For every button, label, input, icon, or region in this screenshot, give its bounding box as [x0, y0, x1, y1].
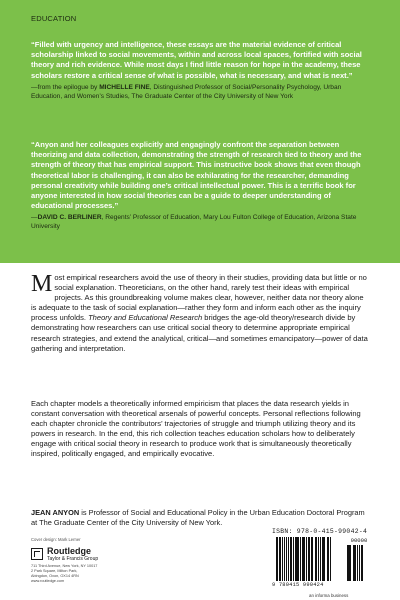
publisher-address: 711 Third Avenue, New York, NY 10017 2 Park Square, Milton Park, Abingdon, Oxon, OX14 4RN www.routledge.com — [31, 564, 98, 583]
author-bio: JEAN ANYON is Professor of Social and Educational Policy in the Urban Education Doctoral Program at The Graduate Center of the City University of New York. — [31, 508, 365, 527]
barcode-digits: 9 780415 990424 — [272, 582, 324, 588]
endorsement-berliner — [31, 140, 371, 231]
endorsement-quote: “Anyon and her colleagues explicitly and engagingly confront the separation between theorizing and data collection, demonstrating the strength of research tied to theory and the strength of theory that has empirical support. This instructive book shows that even though theoretical labor is challenging, it can also be exhilarating for the researcher, demanding personal creativity while building one’s critical intellectual power. This is a terrific book for anyone interested in how social theories can be a guide to deeper understanding of educational processes.” — [31, 140, 362, 211]
endorser-name: MICHELLE FINE — [99, 83, 150, 91]
endorsement-quote: “Filled with urgency and intelligence, these essays are the material evidence of critical scholarship linked to social movements, within and across local spaces, fortified with social theory and rich evidence. While most days I find little reason for hope in the academy, these scholars restore a critical sense of what is possible, what is necessary, and what is next.” — [31, 40, 362, 80]
publisher-group: Taylor & Francis Group — [47, 556, 99, 562]
description-paragraph-1: Most empirical researchers avoid the use of theory in their studies, providing data but little or no social explanation. Theoreticians, on the other hand, rarely test their ideas with empirical projects. As this groundbreaking volume makes clear, however, neither data nor theory alone is adequate to the task of social explanation—rather they form and inform each other as the inquiry process unfolds. Theory and Educational Research bridges the age-old theory/research divide by demonstrating how researchers can use critical social theory to determine appropriate empirical research strategies, and extend the analytical, critical—and sometimes emancipatory—power of data gathering and interpretation. — [31, 271, 368, 353]
endorsement-attribution: —DAVID C. BERLINER, Regents’ Professor of Education, Mary Lou Fulton College of Education, Arizona State University — [31, 214, 357, 231]
informa-tagline: an informa business — [309, 593, 349, 598]
endorsement-fine — [31, 40, 371, 101]
drop-cap: M — [31, 271, 53, 297]
publisher-name: Routledge — [47, 546, 91, 556]
barcode-bar — [362, 545, 363, 581]
endorser-name: DAVID C. BERLINER — [37, 214, 102, 222]
routledge-logo-icon — [31, 548, 43, 560]
description-paragraph-2: Each chapter models a theoretically informed empiricism that places the data research yields in constant conversation with theoretical arsenals of powerful concepts. Personal reflections following each chapter chronicle the contributors’ trajectories of struggle and triumph utilizing theory and its powers in research. In the end, this rich collection teaches education scholars how to deliberately engage with critical social theory in research to produce work that is simultaneously theoretically inspired, politically engaged, and empirically evocative. — [31, 399, 361, 459]
description-panel — [0, 263, 400, 600]
endorsement-attribution: —from the epilogue by MICHELLE FINE, Distinguished Professor of Social/Personality Psychology, Urban Education, and Women’s Studies, The Graduate Center of the City University of New York — [31, 83, 342, 100]
barcode-bar — [330, 537, 331, 581]
price-barcode-icon — [347, 545, 369, 581]
isbn: ISBN: 978-0-415-99042-4 — [272, 528, 368, 535]
category-label: EDUCATION — [31, 14, 77, 23]
price-code: 90000 — [350, 537, 368, 544]
barcode-icon — [276, 537, 342, 581]
author-name: JEAN ANYON — [31, 508, 80, 517]
book-title: Theory and Educational Research — [88, 313, 203, 323]
cover-design-credit: Cover design: Mark Lerner — [31, 537, 81, 542]
barcode-block — [272, 528, 372, 592]
